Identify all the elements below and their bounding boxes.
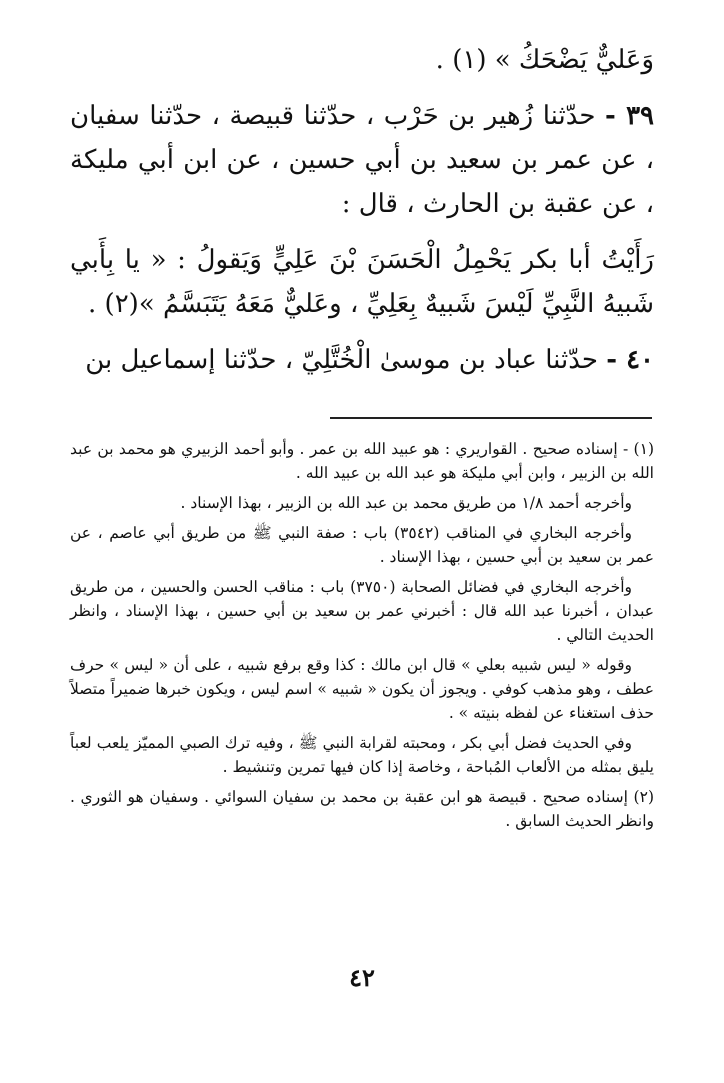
hadith-39-isnad [70,94,654,226]
footnote-1-benefit: وفي الحديث فضل أبي بكر ، ومحبته لقرابة النبي ﷺ ، وفيه ترك الصبي المميّز يلعب لعباً يليق بمثله من الألعاب المُباحة ، وخاصة إذا كان فيها تمرين وتنشيط . [70,734,654,776]
footnote-1-grammar: وقوله « ليس شبيه بعلي » قال ابن مالك : كذا وقع برفع شبيه ، على أن « ليس » حرف عطف ، وهو مذهب كوفي . ويجوز أن يكون « شبيه » اسم ليس ، ويكون خبرها ضميراً متصلاً حذف استغناء عن لفظه بنيته » . [70,656,654,722]
footnote-1-bukhari-manaqib: وأخرجه البخاري في المناقب (٣٥٤٢) باب : صفة النبي ﷺ من طريق أبي عاصم ، عن عمر بن سعيد بن أبي حسين ، بهذا الإسناد . [70,524,654,566]
hadith-40-number: ٤٠ - [606,345,654,375]
hadith-39-chain: حدّثنا زُهير بن حَرْب ، حدّثنا قبيصة ، حدّثنا سفيان ، عن عمر بن سعيد بن أبي حسين ، عن ابن أبي مليكة ، عن عقبة بن الحارث ، قال : [70,101,654,219]
hadith-38-ending: وَعَليٌّ يَضْحَكُ » (١) . [435,45,654,75]
footnotes [70,437,654,839]
hadith-39-matn: رَأَيْتُ أبا بكر يَحْمِلُ الْحَسَنَ بْنَ عَلِيٍّ وَيَقولُ : « يا بِأَبي شَبيهُ النَّبِيِّ لَيْسَ شَبيهٌ بِعَلِيِّ ، وعَليٌّ مَعَهُ يَتَبَسَّمُ »(٢) . [70,245,654,319]
footnote-1: (١) - إسناده صحيح . القواريري : هو عبيد الله بن عمر . وأبو أحمد الزبيري هو محمد بن عبد الله بن الزبير ، وابن أبي مليكة هو عبد الله بن عبيد الله . [70,440,654,482]
footnote-1-bukhari-fadail: وأخرجه البخاري في فضائل الصحابة (٣٧٥٠) باب : مناقب الحسن والحسين ، من طريق عبدان ، أخبرنا عبد الله قال : أخبرني عمر بن سعيد بن أبي حسين ، بهذا الإسناد ، وانظر الحديث التالي . [70,578,654,644]
hadith-39-number: ٣٩ - [604,101,655,131]
footnote-divider [330,417,652,419]
page-number: ٤٢ [349,963,375,992]
footnote-2: (٢) إسناده صحيح . قبيصة هو ابن عقبة بن محمد بن سفيان السوائي . وسفيان هو الثوري . وانظر الحديث السابق . [70,788,654,830]
hadith-40-chain: حدّثنا عباد بن موسىٰ الْخُتَّلِيّ ، حدّثنا إسماعيل بن [85,345,598,375]
footnote-1-ahmad: وأخرجه أحمد ١/٨ من طريق محمد بن عبد الله بن الزبير ، بهذا الإسناد . [180,494,632,512]
hadith-40-isnad [70,338,654,382]
main-text [70,38,654,382]
